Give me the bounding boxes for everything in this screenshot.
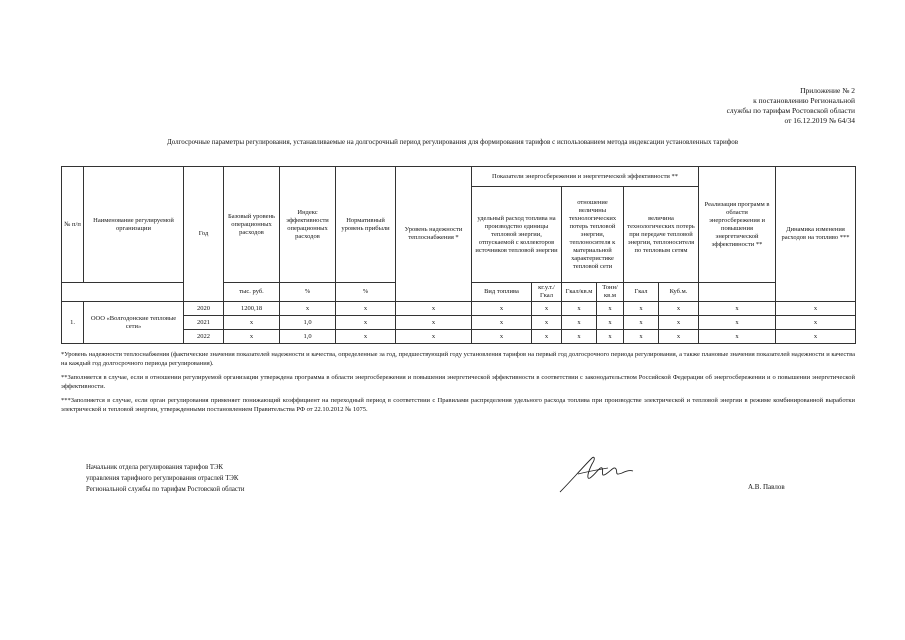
- unit-cubm: Куб.м.: [659, 283, 699, 302]
- annex-header: [655, 86, 855, 126]
- annex-line-1: Приложение № 2: [800, 86, 855, 95]
- cell-reliability: x: [396, 316, 472, 330]
- document-title: Долгосрочные параметры регулирования, устанавливаемые на долгосрочный период регулирования для формирования тарифов с использованием метода индексации установленных тарифов: [166, 138, 739, 146]
- cell-dynamics: x: [776, 316, 856, 330]
- cell-program: x: [699, 316, 776, 330]
- annex-line-4: от 16.12.2019 № 64/34: [784, 116, 855, 125]
- handwritten-signature: [556, 452, 636, 497]
- header-reliability: Уровень надежности теплоснабжения *: [396, 167, 472, 302]
- header-spacer: [62, 283, 184, 302]
- cell-gcal: x: [624, 330, 659, 344]
- header-base: Базовый уровень операционных расходов: [224, 167, 280, 283]
- header-program: Реализация программ в области энергосбережения и повышения энергетической эффективности **: [699, 167, 776, 283]
- signatory-line-2: управления тарифного регулирования отраслей ТЭК: [86, 475, 239, 482]
- cell-year: 2022: [184, 330, 224, 344]
- footnotes: [61, 350, 855, 419]
- cell-gcal: x: [624, 302, 659, 316]
- header-loss-value: величина технологических потерь при передаче тепловой энергии, теплоносителя по тепловым сетям: [624, 187, 699, 283]
- cell-cubm: x: [659, 302, 699, 316]
- cell-index: 1,0: [280, 330, 336, 344]
- signatory-line-3: Региональной службы по тарифам Ростовской области: [86, 486, 245, 493]
- cell-fuel-unit: x: [532, 302, 562, 316]
- cell-reliability: x: [396, 302, 472, 316]
- header-num: № п/п: [62, 167, 84, 283]
- unit-profit: %: [336, 283, 396, 302]
- cell-program: x: [699, 302, 776, 316]
- cell-index: 1,0: [280, 316, 336, 330]
- header-year: Год: [184, 167, 224, 302]
- header-org: Наименование регулируемой организации: [84, 167, 184, 283]
- unit-program-empty: [699, 283, 776, 302]
- cell-base: 1200,18: [224, 302, 280, 316]
- cell-profit: x: [336, 316, 396, 330]
- cell-gcal-sqm: x: [562, 316, 597, 330]
- cell-cubm: x: [659, 330, 699, 344]
- cell-dynamics: x: [776, 330, 856, 344]
- header-energy-group: Показатели энергосбережения и энергетической эффективности **: [472, 167, 699, 187]
- cell-fuel-type: x: [472, 330, 532, 344]
- cell-ton-sqm: x: [597, 330, 624, 344]
- cell-index: x: [280, 302, 336, 316]
- cell-fuel-unit: x: [532, 330, 562, 344]
- unit-fuel-type: Вид топлива: [472, 283, 532, 302]
- cell-year: 2021: [184, 316, 224, 330]
- parameters-table: [61, 166, 856, 344]
- footnote-2: **Заполняется в случае, если в отношении регулируемой организации утверждена программа в области энергосбережения и повышения энергетической эффективности в соответствии с законодательством Российской Федерации об энергосбережении и о повышении энергетической эффективности.: [61, 374, 855, 390]
- cell-base: x: [224, 330, 280, 344]
- annex-line-3: службы по тарифам Ростовской области: [726, 106, 855, 115]
- cell-fuel-unit: x: [532, 316, 562, 330]
- header-profit: Нормативный уровень прибыли: [336, 167, 396, 283]
- unit-ton-sqm: Тонн/кв.м: [597, 283, 624, 302]
- row-org-name: ООО «Волгодонские тепловые сети»: [84, 302, 184, 344]
- signatory-name: А.В. Павлов: [748, 483, 785, 491]
- unit-gcal: Гкал: [624, 283, 659, 302]
- cell-program: x: [699, 330, 776, 344]
- cell-fuel-type: x: [472, 316, 532, 330]
- header-dynamics: Динамика изменения расходов на топливо ***: [776, 167, 856, 302]
- row-num: 1.: [62, 302, 84, 344]
- cell-gcal: x: [624, 316, 659, 330]
- table-row: [62, 302, 856, 316]
- signatory-position: [86, 462, 245, 495]
- cell-profit: x: [336, 302, 396, 316]
- signatory-line-1: Начальник отдела регулирования тарифов ТЭК: [86, 464, 224, 471]
- annex-line-2: к постановлению Региональной: [753, 96, 855, 105]
- cell-reliability: x: [396, 330, 472, 344]
- cell-cubm: x: [659, 316, 699, 330]
- cell-gcal-sqm: x: [562, 330, 597, 344]
- cell-ton-sqm: x: [597, 316, 624, 330]
- unit-index: %: [280, 283, 336, 302]
- header-fuel: удельный расход топлива на производство единицы тепловой энергии, отпускаемой с коллекторов источников тепловой энергии: [472, 187, 562, 283]
- footnote-3: ***Заполняется в случае, если орган регулирования применяет понижающий коэффициент на переходный период в соответствии с Правилами распределения удельного расхода топлива при производстве электрической и тепловой энергии в режиме комбинированной выработки электрической и тепловой энергии, утвержденными постановлением Правительства РФ от 22.10.2012 № 1075.: [61, 397, 855, 413]
- cell-ton-sqm: x: [597, 302, 624, 316]
- header-loss-ratio: отношение величины технологических потерь тепловой энергии, теплоносителя к материальной характеристике тепловой сети: [562, 187, 624, 283]
- header-index: Индекс эффективности операционных расходов: [280, 167, 336, 283]
- footnote-1: *Уровень надежности теплоснабжения (фактические значения показателей надежности и качества, определенные за год, предшествующий году установления тарифов на первый год долгосрочного периода регулирования, а также плановые значения показателей надежности и качества на каждый год долгосрочного периода регулирования).: [61, 351, 855, 367]
- cell-gcal-sqm: x: [562, 302, 597, 316]
- cell-year: 2020: [184, 302, 224, 316]
- cell-dynamics: x: [776, 302, 856, 316]
- unit-fuel: кг.у.т./Гкал: [532, 283, 562, 302]
- cell-fuel-type: x: [472, 302, 532, 316]
- unit-base: тыс. руб.: [224, 283, 280, 302]
- unit-gcal-sqm: Гкал/кв.м: [562, 283, 597, 302]
- cell-profit: x: [336, 330, 396, 344]
- cell-base: x: [224, 316, 280, 330]
